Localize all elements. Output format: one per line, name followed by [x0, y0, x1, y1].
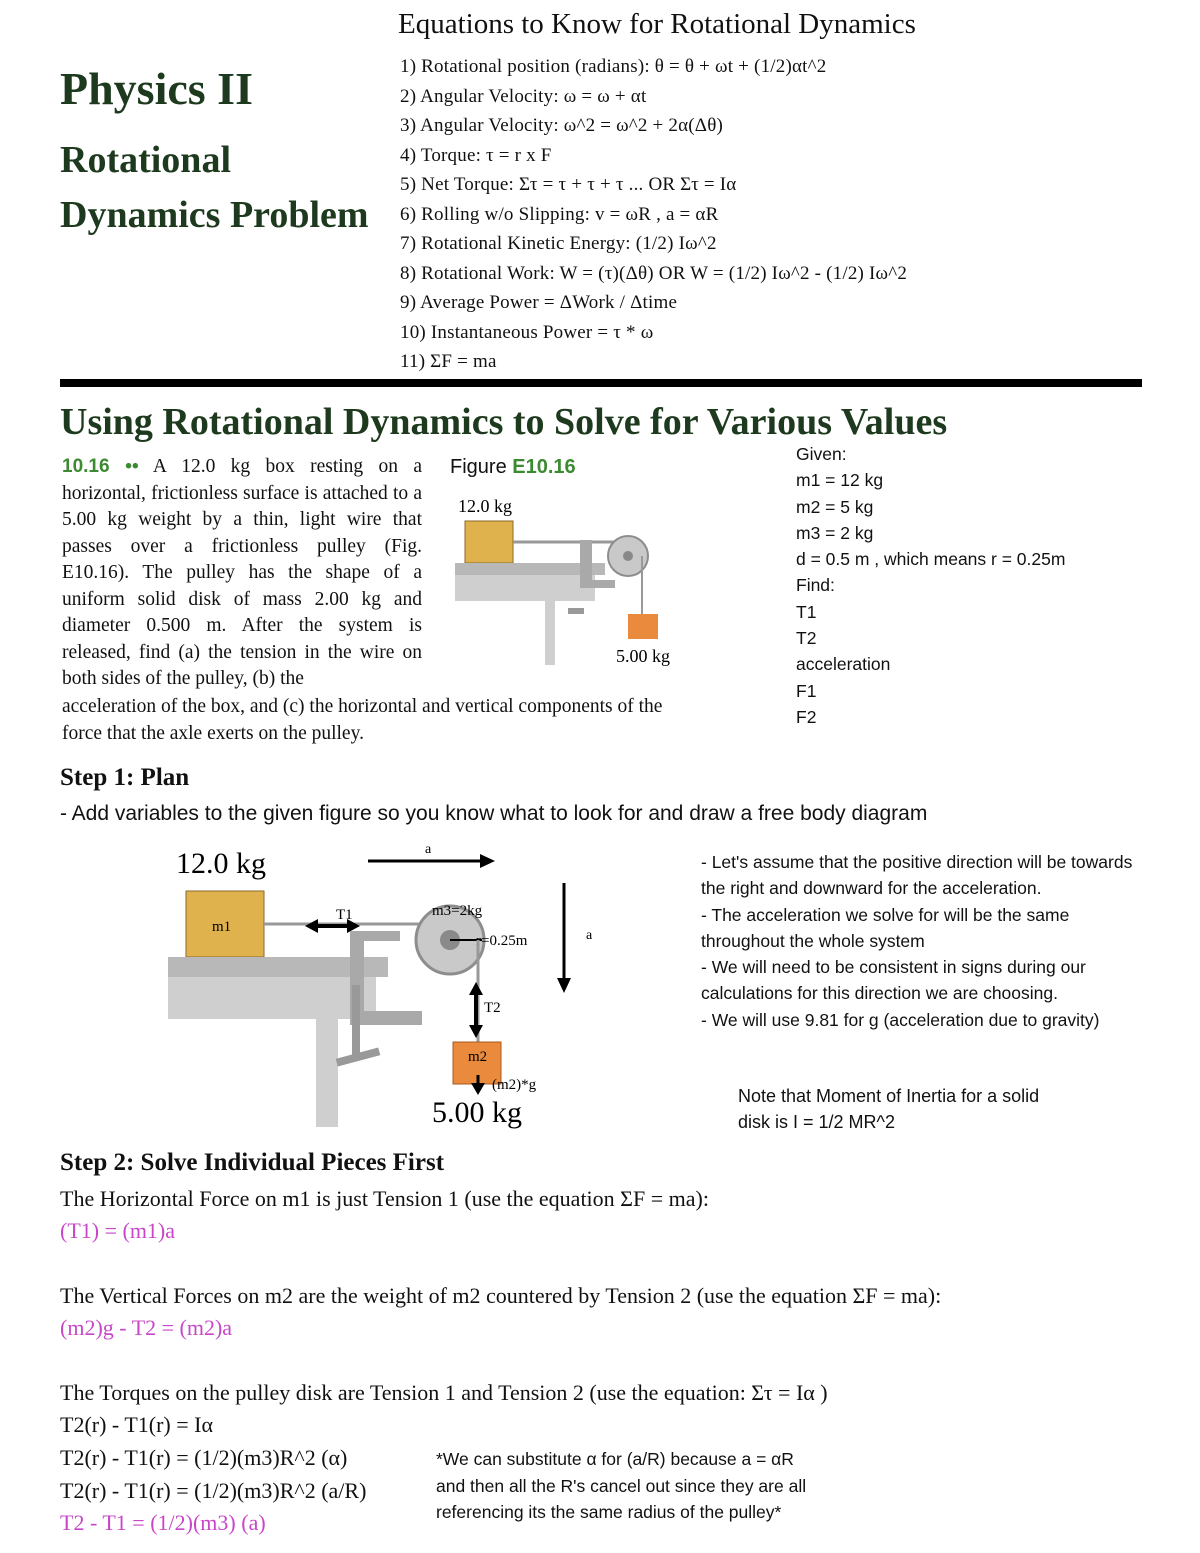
- topic-title-line2: Dynamics Problem: [60, 194, 369, 236]
- problem-number: 10.16 ••: [62, 456, 139, 477]
- given-find-list: [796, 441, 1065, 730]
- given-line: F1: [796, 680, 817, 701]
- given-line: Given:: [796, 444, 847, 464]
- diagram-clamp: [350, 931, 422, 1025]
- figure-box: [465, 521, 513, 563]
- equation-item: 4) Torque: τ = r x F: [400, 144, 552, 166]
- step2-title: Step 2: Solve Individual Pieces First: [60, 1149, 445, 1176]
- problem-text-continued: acceleration of the box, and (c) the horizontal and vertical components of the force that the axle exerts on the pulley.: [62, 696, 663, 744]
- given-line: d = 0.5 m , which means r = 0.25m: [796, 549, 1066, 570]
- step1-title: Step 1: Plan: [60, 764, 190, 791]
- radius-label: r=0.25m: [476, 933, 528, 949]
- section-title: Using Rotational Dynamics to Solve for Various Values: [60, 401, 948, 443]
- given-line: T1: [796, 601, 817, 622]
- given-line: acceleration: [796, 654, 891, 675]
- figure-box-mass: 12.0 kg: [458, 496, 512, 516]
- equations-heading: Equations to Know for Rotational Dynamics: [398, 8, 916, 40]
- assumption-notes-text: - Let's assume that the positive direction will be towards the right and downward for the acceleration. - The acceleration we solve for will be the same throughout the whole system - We will need to be consistent in signs during our calculations for this direction we are choosing. - We will use 9.81 for g (acceleration due to gravity): [701, 852, 1133, 1030]
- given-line: m1 = 12 kg: [796, 470, 884, 491]
- inertia-note-line: Note that Moment of Inertia for a solid: [738, 1086, 1040, 1106]
- equation-item: 11) ΣF = ma: [400, 351, 497, 372]
- diagram-weight-mass: 5.00 kg: [432, 1096, 522, 1129]
- inertia-note: [738, 1083, 1039, 1135]
- given-line: m2 = 5 kg: [796, 496, 874, 517]
- horizontal-force-desc: The Horizontal Force on m1 is just Tension 1 (use the equation ΣF = ma):: [60, 1186, 709, 1211]
- diagram-box-mass: 12.0 kg: [176, 847, 266, 880]
- gravity-label: (m2)*g: [492, 1077, 537, 1093]
- assumption-notes: [701, 849, 1141, 1033]
- given-line: T2: [796, 628, 817, 649]
- torque-desc: The Torques on the pulley disk are Tension 1 and Tension 2 (use the equation: Στ = Iα ): [60, 1380, 828, 1405]
- diagram-table-leg: [316, 977, 338, 1127]
- tension2-label: T2: [484, 1000, 501, 1016]
- substitution-note-line: referencing its the same radius of the pulley*: [436, 1502, 782, 1522]
- figure-table-side: [455, 575, 595, 601]
- vertical-equation: (m2)g - T2 = (m2)a: [60, 1315, 233, 1340]
- given-line: F2: [796, 706, 817, 727]
- equation-item: 10) Instantaneous Power = τ * ω: [400, 321, 654, 343]
- diagram-table-side: [168, 977, 376, 1019]
- inertia-note-line: disk is I = 1/2 MR^2: [738, 1112, 895, 1132]
- figure-table-leg: [545, 575, 555, 665]
- equation-item: 6) Rolling w/o Slipping: v = ωR , a = αR: [400, 203, 719, 225]
- substitution-note-line: and then all the R's cancel out since they are all: [436, 1475, 807, 1496]
- weight-label: m2: [468, 1049, 488, 1065]
- torque-equation: T2(r) - T1(r) = (1/2)(m3)R^2 (α): [60, 1445, 348, 1470]
- figure-prefix: Figure: [450, 456, 507, 478]
- torque-equation: T2(r) - T1(r) = Iα: [60, 1412, 214, 1437]
- torque-equation: T2(r) - T1(r) = (1/2)(m3)R^2 (a/R): [60, 1478, 367, 1503]
- given-line: m3 = 2 kg: [796, 522, 874, 543]
- topic-title-line1: Rotational: [60, 139, 231, 181]
- equation-item: 7) Rotational Kinetic Energy: (1/2) Iω^2: [400, 233, 717, 254]
- problem-body: A 12.0 kg box resting on a horizontal, frictionless surface is attached to a 5.00 kg weight by a thin, light wire that passes over a frictionless pulley (Fig. E10.16). The pulley has the shape of a uniform solid disk of mass 2.00 kg and diameter 0.500 m. After the system is released, find (a) the tension in the wire on both sides of the pulley, (b) the: [62, 456, 422, 689]
- equation-item: 9) Average Power = ΔWork / Δtime: [400, 292, 678, 313]
- substitution-note: [436, 1446, 806, 1526]
- figure-weight-mass: 5.00 kg: [616, 646, 670, 666]
- substitution-note-line: *We can substitute α for (a/R) because a = αR: [436, 1449, 794, 1469]
- equation-item: 8) Rotational Work: W = (τ)(Δθ) OR W = (1/2) Iω^2 - (1/2) Iω^2: [400, 262, 908, 284]
- equation-item: 2) Angular Velocity: ω = ω + αt: [400, 85, 647, 107]
- figure-caption: [450, 456, 576, 479]
- equation-item: 1) Rotational position (radians): θ = θ + ωt + (1/2)αt^2: [400, 56, 827, 77]
- accel-label-horizontal: a: [425, 842, 432, 857]
- given-line: Find:: [796, 575, 835, 596]
- diagram-box-label: m1: [212, 919, 232, 935]
- step1-description: - Add variables to the given figure so you know what to look for and draw a free body diagram: [60, 802, 928, 825]
- equation-item: 5) Net Torque: Στ = τ + τ + τ ... OR Στ = Iα: [400, 174, 737, 195]
- tension1-label: T1: [336, 907, 353, 923]
- free-body-diagram: [160, 835, 610, 1135]
- pulley-mass-label: m3=2kg: [432, 903, 483, 919]
- equation-item: 3) Angular Velocity: ω^2 = ω^2 + 2α(Δθ): [400, 115, 724, 136]
- horizontal-equation: (T1) = (m1)a: [60, 1218, 176, 1243]
- course-title: Physics II: [60, 63, 253, 114]
- section-divider: [60, 379, 1142, 387]
- problem-text: [62, 454, 422, 693]
- torque-result: T2 - T1 = (1/2)(m3) (a): [60, 1510, 266, 1535]
- equations-list: [400, 52, 907, 377]
- accel-label-vertical: a: [586, 928, 593, 943]
- figure-weight: [628, 614, 658, 639]
- problem-figure: [440, 488, 710, 668]
- figure-id: E10.16: [512, 456, 576, 478]
- vertical-force-desc: The Vertical Forces on m2 are the weight of m2 countered by Tension 2 (use the equation ΣF = ma):: [60, 1283, 942, 1308]
